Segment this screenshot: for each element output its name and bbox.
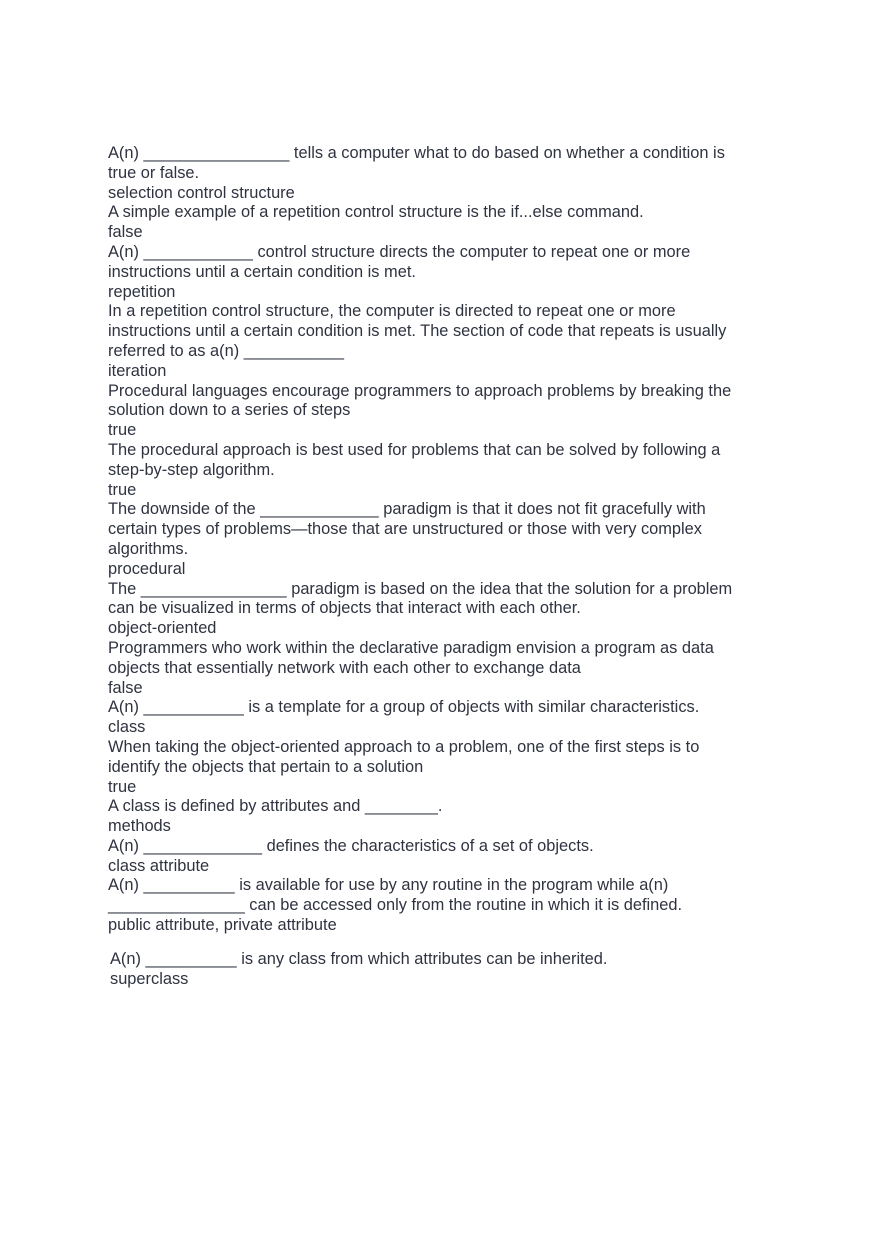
question-11-line-2: identify the objects that pertain to a solution: [108, 757, 424, 776]
question-2-line-1: A simple example of a repetition control structure is the if...else command.: [108, 203, 644, 222]
question-9-line-2: objects that essentially network with each other to exchange data: [108, 658, 581, 677]
question-7-line-2: certain types of problems—those that are unstructured or those with very complex: [108, 520, 702, 539]
question-1-line-2: true or false.: [108, 163, 200, 182]
flashcard-text: [108, 144, 773, 990]
answer-9: false: [108, 678, 143, 697]
answer-6: true: [108, 480, 137, 499]
answer-4: iteration: [108, 361, 167, 380]
question-7-line-3: algorithms.: [108, 539, 189, 558]
question-3-line-2: instructions until a certain condition is met.: [108, 262, 416, 281]
question-14-line-2: _______________ can be accessed only from the routine in which it is defined.: [108, 896, 683, 915]
question-5-line-2: solution down to a series of steps: [108, 401, 351, 420]
question-8-line-1: The ________________ paradigm is based on the idea that the solution for a problem: [108, 579, 733, 598]
question-5-line-1: Procedural languages encourage programmers to approach problems by breaking the: [108, 381, 732, 400]
question-3-line-1: A(n) ____________ control structure directs the computer to repeat one or more: [108, 242, 691, 261]
answer-11: true: [108, 777, 137, 796]
question-11-line-1: When taking the object-oriented approach to a problem, one of the first steps is to: [108, 737, 700, 756]
answer-1: selection control structure: [108, 183, 295, 202]
question-4-line-1: In a repetition control structure, the computer is directed to repeat one or more: [108, 302, 676, 321]
question-10-line-1: A(n) ___________ is a template for a group of objects with similar characteristics.: [108, 698, 700, 717]
answer-15: superclass: [110, 970, 189, 989]
answer-13: class attribute: [108, 856, 210, 875]
answer-8: object-oriented: [108, 619, 217, 638]
question-6-line-1: The procedural approach is best used for problems that can be solved by following a: [108, 440, 721, 459]
answer-2: false: [108, 223, 143, 242]
question-13-line-1: A(n) _____________ defines the characteristics of a set of objects.: [108, 836, 594, 855]
answer-3: repetition: [108, 282, 176, 301]
question-15-line-1: A(n) __________ is any class from which attributes can be inherited.: [110, 950, 608, 969]
answer-5: true: [108, 421, 137, 440]
question-1-line-1: A(n) ________________ tells a computer what to do based on whether a condition is: [108, 144, 725, 162]
answer-14: public attribute, private attribute: [108, 916, 337, 935]
question-4-line-3: referred to as a(n) ___________: [108, 341, 345, 360]
answer-12: methods: [108, 817, 171, 836]
question-4-line-2: instructions until a certain condition is met. The section of code that repeats is usually: [108, 322, 727, 341]
answer-7: procedural: [108, 559, 186, 578]
section-gap: [108, 936, 773, 951]
answer-10: class: [108, 718, 146, 737]
question-7-line-1: The downside of the _____________ paradigm is that it does not fit gracefully with: [108, 500, 706, 519]
question-6-line-2: step-by-step algorithm.: [108, 460, 275, 479]
question-9-line-1: Programmers who work within the declarative paradigm envision a program as data: [108, 638, 714, 657]
question-12-line-1: A class is defined by attributes and ________.: [108, 797, 443, 816]
question-8-line-2: can be visualized in terms of objects that interact with each other.: [108, 599, 581, 618]
question-14-line-1: A(n) __________ is available for use by any routine in the program while a(n): [108, 876, 669, 895]
